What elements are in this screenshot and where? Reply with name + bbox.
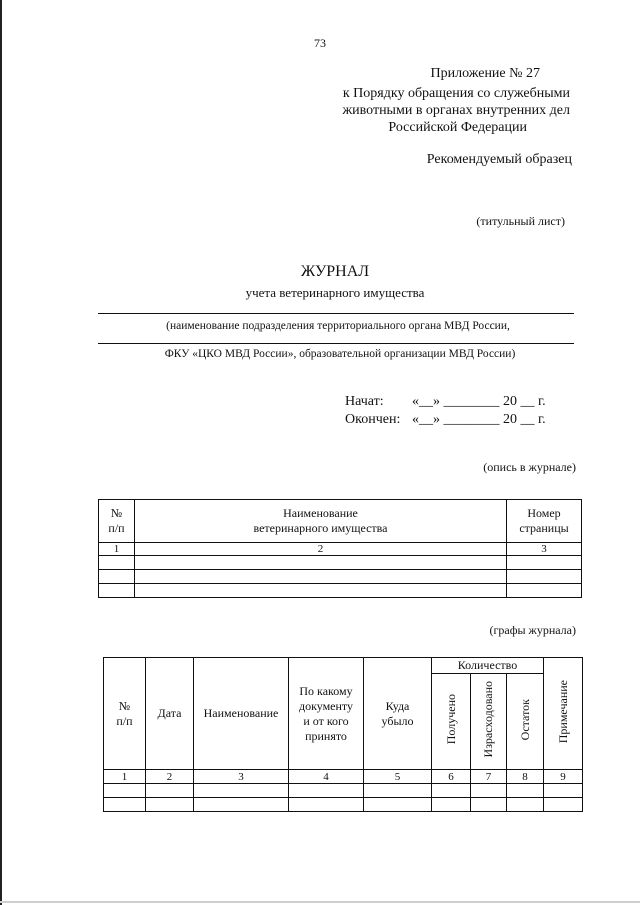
table-cell (194, 798, 289, 812)
inventory-header-row (99, 500, 582, 543)
appendix-title: Приложение № 27 (430, 66, 540, 81)
header-document: По какому документу и от кого принято (289, 658, 364, 770)
column-number: 8 (507, 770, 544, 784)
header-name: Наименование (194, 658, 289, 770)
table-row (104, 798, 583, 812)
appendix-ref-line-2: животными в органах внутренних дел (342, 103, 570, 118)
table-cell (544, 784, 583, 798)
table-cell (104, 784, 146, 798)
table-cell (507, 584, 582, 598)
inventory-table (98, 499, 582, 598)
header-rest: Остаток (517, 698, 532, 741)
header-num: № п/п (104, 658, 146, 770)
header-received-cell (432, 674, 471, 770)
scan-left-edge (0, 0, 2, 905)
header-date: Дата (146, 658, 194, 770)
page-number: 73 (314, 36, 326, 50)
table-cell (99, 570, 135, 584)
inventory-col-num: 1 (99, 543, 135, 556)
table-cell (471, 784, 507, 798)
appendix-ref-line-1: к Порядку обращения со служебными (342, 86, 570, 101)
column-number: 2 (146, 770, 194, 784)
fill-line-1 (98, 313, 574, 314)
unit-caption-1: (наименование подразделения территориального органа МВД России, (166, 320, 510, 332)
ended-value: «__» ________ 20 __ г. (412, 412, 546, 427)
header-where: Куда убыло (364, 658, 432, 770)
fill-line-2 (98, 343, 574, 344)
columns-note: (графы журнала) (489, 623, 576, 637)
recommended-sample: Рекомендуемый образец (426, 152, 572, 167)
title-sheet-label: (титульный лист) (476, 214, 565, 228)
table-row (99, 584, 582, 598)
table-cell (507, 798, 544, 812)
started-value: «__» ________ 20 __ г. (412, 394, 546, 409)
header-spent: Израсходовано (481, 681, 495, 758)
table-cell (507, 570, 582, 584)
started-label: Начат: (345, 394, 384, 409)
table-cell (104, 798, 146, 812)
inventory-number-row (99, 543, 582, 556)
column-number: 9 (544, 770, 583, 784)
table-cell (507, 556, 582, 570)
table-cell (544, 798, 583, 812)
table-cell (432, 798, 471, 812)
header-remark: Примечание (555, 679, 570, 744)
column-number: 1 (104, 770, 146, 784)
table-row (104, 784, 583, 798)
inventory-note: (опись в журнале) (483, 460, 576, 474)
table-cell (135, 556, 507, 570)
column-number: 6 (432, 770, 471, 784)
journal-title: ЖУРНАЛ (300, 263, 370, 280)
table-cell (364, 784, 432, 798)
table-cell (135, 584, 507, 598)
table-cell (99, 584, 135, 598)
inventory-col-num: 3 (507, 543, 582, 556)
table-cell (289, 784, 364, 798)
header-received: Получено (443, 694, 458, 745)
table-cell (471, 798, 507, 812)
header-rest-cell (507, 674, 544, 770)
table-cell (364, 798, 432, 812)
column-number: 5 (364, 770, 432, 784)
table-cell (135, 570, 507, 584)
table-row (99, 556, 582, 570)
table-cell (432, 784, 471, 798)
table-cell (289, 798, 364, 812)
table-cell (99, 556, 135, 570)
columns-number-row (104, 770, 583, 784)
header-quantity: Количество (432, 658, 544, 674)
table-cell (194, 784, 289, 798)
columns-header-row-1 (104, 658, 583, 674)
header-remark-cell (544, 658, 583, 770)
unit-caption-2: ФКУ «ЦКО МВД России», образовательной организации МВД России) (164, 348, 516, 360)
appendix-ref-line-3: Российской Федерации (388, 120, 527, 135)
inventory-col-num: 2 (135, 543, 507, 556)
table-cell (507, 784, 544, 798)
table-row (99, 570, 582, 584)
column-number: 3 (194, 770, 289, 784)
column-number: 4 (289, 770, 364, 784)
journal-columns-table (103, 657, 583, 812)
table-cell (146, 798, 194, 812)
inventory-header-name: Наименование ветеринарного имущества (135, 500, 507, 543)
journal-subtitle: учета ветеринарного имущества (245, 285, 425, 300)
column-number: 7 (471, 770, 507, 784)
header-spent-cell (471, 674, 507, 770)
inventory-header-num: № п/п (99, 500, 135, 543)
table-cell (146, 784, 194, 798)
ended-label: Окончен: (345, 412, 401, 427)
scan-bottom-edge (0, 901, 640, 903)
inventory-header-page: Номер страницы (507, 500, 582, 543)
